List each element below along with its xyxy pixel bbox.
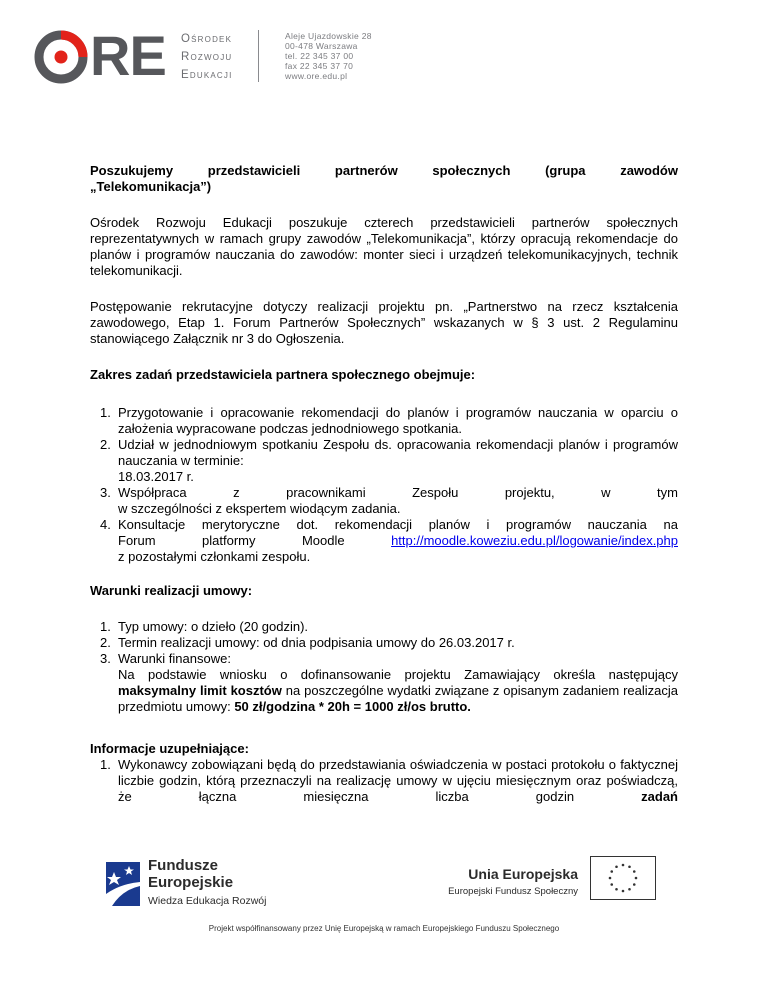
list-item (90, 651, 678, 715)
eu-star (610, 883, 613, 886)
list-number: 2. (100, 635, 111, 650)
list-item (90, 635, 678, 651)
list-label: Warunki finansowe: (118, 651, 231, 666)
list-number: 4. (100, 517, 111, 532)
word: w (601, 485, 611, 500)
document-title (90, 163, 678, 179)
bold-run: maksymalny limit kosztów (118, 683, 282, 698)
text-run: na poszczególne wydatki związane z opisanym zadaniem realizacja przedmiotu umowy: (118, 683, 678, 714)
word: tym (657, 485, 678, 500)
text-run: Wykonawcy zobowiązani będą do przedstawiania oświadczenia w postaci protokołu o faktycznej liczbie godzin, którą przeznaczyli na realizację umowy w ujęciu miesięcznym oraz poświadczą, że łączna miesięczna liczba godzin (118, 757, 678, 804)
word: Zespołu (412, 485, 459, 500)
info-list (90, 757, 678, 805)
title-word: przedstawicieli (207, 163, 301, 178)
title-word: partnerów (334, 163, 398, 178)
letterhead (0, 0, 768, 110)
address-line: 00-478 Warszawa (285, 41, 358, 51)
list-item (90, 517, 678, 565)
fe-tagline: Wiedza Edukacja Rozwój (148, 895, 267, 907)
eu-star (633, 870, 636, 873)
address-block (285, 31, 435, 81)
title-word: zawodów (620, 163, 678, 178)
eu-star (628, 865, 631, 868)
word: Współpraca (118, 485, 187, 500)
document-title-line2: „Telekomunikacja”) (90, 179, 212, 194)
list-text: Konsultacje merytoryczne dot. rekomendacji planów i programów nauczania na (118, 517, 678, 532)
title-word: społecznych (432, 163, 511, 178)
list-number: 3. (100, 651, 111, 666)
org-name-line: Rozwoju (181, 51, 233, 63)
list-item (90, 757, 678, 805)
eu-star (622, 864, 625, 867)
fundusze-europejskie-logo-icon (106, 862, 140, 906)
footer-note: Projekt współfinansowany przez Unię Europejską w ramach Europejskiego Funduszu Społecznego (208, 924, 560, 933)
conditions-list (90, 619, 678, 715)
eu-star (633, 883, 636, 886)
list-number: 1. (100, 619, 111, 634)
org-name (181, 30, 261, 84)
meeting-date: 18.03.2017 r. (118, 469, 194, 484)
finance-text (118, 667, 678, 715)
bold-run: 50 zł/godzina * 20h = 1000 zł/os brutto. (234, 699, 471, 714)
eu-line: Europejski Fundusz Społeczny (448, 886, 578, 897)
eu-star (635, 877, 638, 880)
list-text: Termin realizacji umowy: od dnia podpisania umowy do 26.03.2017 r. (118, 635, 515, 650)
list-text: Przygotowanie i opracowanie rekomendacji do planów i programów nauczania w oparciu o założenia wypracowane podczas jednodniowego spotkania. (118, 405, 678, 436)
eu-star (622, 890, 625, 893)
list-number: 3. (100, 485, 111, 500)
word: pracownikami (286, 485, 366, 500)
word: z (233, 485, 240, 500)
eu-line: Unia Europejska (468, 866, 578, 882)
word: projektu, (504, 485, 555, 500)
tasks-list (90, 405, 678, 565)
title-word: (grupa (545, 163, 586, 178)
ore-logo-icon (34, 30, 88, 84)
list-item (90, 485, 678, 517)
list-number: 1. (100, 757, 111, 772)
eu-star (615, 865, 618, 868)
fe-line: Fundusze (148, 857, 218, 874)
header-divider (258, 30, 259, 82)
spread-line (118, 533, 678, 549)
list-text: w szczególności z ekspertem wiodącym zadania. (118, 501, 401, 516)
title-word: Poszukujemy (90, 163, 174, 178)
address-line: tel. 22 345 37 00 (285, 51, 354, 61)
address-line: www.ore.edu.pl (285, 71, 348, 81)
text-run: Na podstawie wniosku o dofinansowanie projektu Zamawiający określa następujący (118, 667, 678, 682)
eu-star (609, 877, 612, 880)
eu-text (432, 866, 578, 898)
conditions-heading: Warunki realizacji umowy: (90, 583, 253, 598)
list-text: z pozostałymi członkami zespołu. (118, 549, 311, 564)
document-body (90, 163, 678, 805)
spread-line (118, 485, 678, 501)
fundusze-europejskie-text (148, 857, 266, 908)
intro-paragraph: Ośrodek Rozwoju Edukacji poszukuje czterech przedstawicieli partnerów społecznych reprezentatywnych w ramach grupy zawodów „Telekomunikacja”, którzy opracują rekomendacje do planów i programów nauczania do zawodów: monter sieci i urządzeń telekomunikacyjnych, technik telekomunikacji. (90, 215, 678, 278)
list-item (90, 619, 678, 635)
word: platformy (202, 533, 256, 548)
bold-run: zadań (641, 789, 678, 804)
moodle-link[interactable]: http://moodle.koweziu.edu.pl/logowanie/index.php (391, 533, 678, 548)
org-name-line: Ośrodek (181, 33, 233, 45)
eu-star (615, 888, 618, 891)
list-number: 2. (100, 437, 111, 452)
logo-letters: RE (90, 24, 166, 87)
list-item (90, 405, 678, 437)
tasks-heading: Zakres zadań przedstawiciela partnera społecznego obejmuje: (90, 367, 476, 382)
address-line: Aleje Ujazdowskie 28 (285, 31, 372, 41)
list-text: Typ umowy: o dzieło (20 godzin). (118, 619, 309, 634)
word: Moodle (301, 533, 345, 548)
eu-star (610, 870, 613, 873)
eu-flag-icon (590, 856, 656, 900)
eu-star (628, 888, 631, 891)
list-item (90, 437, 678, 485)
fe-line: Europejskie (148, 874, 234, 891)
org-name-line: Edukacji (181, 69, 233, 81)
list-text (118, 757, 678, 805)
project-paragraph: Postępowanie rekrutacyjne dotyczy realizacji projektu pn. „Partnerstwo na rzecz kształcenia zawodowego, Etap 1. Forum Partnerów Społecznych” wskazanych w § 3 ust. 2 Regulaminu stanowiącego Załącznik nr 3 do Ogłoszenia. (90, 299, 678, 346)
address-line: fax 22 345 37 70 (285, 61, 354, 71)
list-text: Udział w jednodniowym spotkaniu Zespołu ds. opracowania rekomendacji planów i programów nauczania w terminie: (118, 437, 678, 468)
list-number: 1. (100, 405, 111, 420)
word: Forum (118, 533, 156, 548)
info-heading: Informacje uzupełniające: (90, 741, 249, 756)
